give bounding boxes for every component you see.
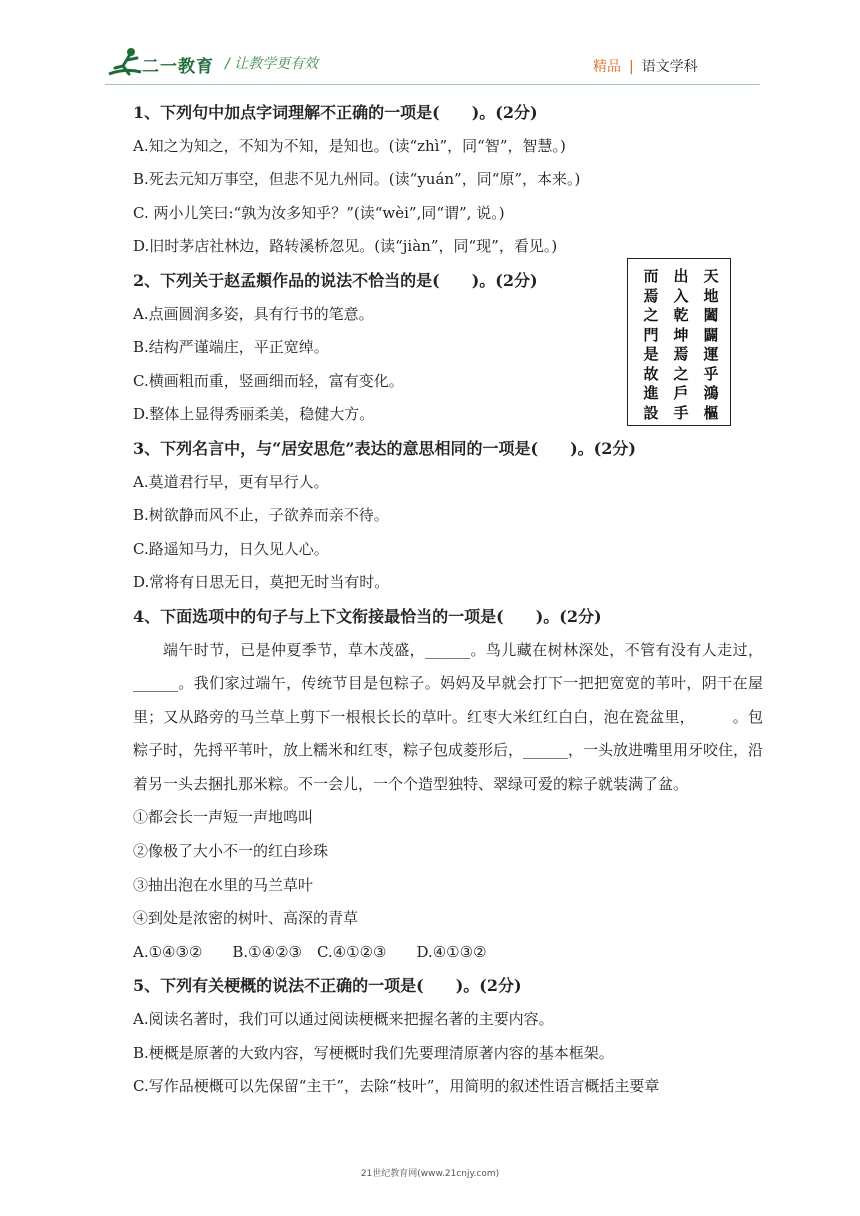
q4-passage: 端午时节，已是仲夏季节，草木茂盛，______。鸟儿藏在树林深处，不管有没有人走过，______。我们家过端午，传统节目是包粽子。妈妈及早就会打下一把把宽宽的苇叶，阴干在屋里；又从路旁的马兰草上剪下一根根长长的草叶。红枣大米红红白白，泡在瓷盆里， 。包粽子时，先捋平苇叶，放上糯米和红枣，粽子包成菱形后，______，一头放进嘴里用牙咬住，沿着另一头去捆扎那米粽。不一会儿，一个个造型独特、翠绿可爱的粽子就装满了盆。 [133,640,764,793]
calligraphy-image [627,258,731,426]
q4-title: 4、下面选项中的句子与上下文衔接最恰当的一项是( )。(2分) [133,606,602,626]
q3-title: 3、下列名言中，与“居安思危”表达的意思相同的一项是( )。(2分) [133,438,636,458]
page-footer: 21世纪教育网(www.21cnjy.com) [360,1169,500,1179]
q3-option-d: D.常将有日思无日，莫把无时当有时。 [133,573,390,592]
q2-option-d: D.整体上显得秀丽柔美，稳健大方。 [133,405,375,424]
q4-sentence-2: ②像极了大小不一的红白珍珠 [133,842,329,861]
header-separator: | [629,59,634,75]
premium-label: 精品 [593,59,621,75]
question-content [133,96,763,1104]
q5-option-c: C.写作品梗概可以先保留“主干”，去除“枝叶”，用简明的叙述性语言概括主要章 [133,1077,660,1096]
q4-sentence-4: ④到处是浓密的树叶、高深的青草 [133,909,359,928]
page-header [0,0,860,90]
q1-option-c: C. 两小儿笑曰:“孰为汝多知乎？”(读“wèi”,同“谓”, 说。) [133,203,505,222]
calligraphy-column-3: 而焉之門是故進設 [643,267,659,422]
header-right [593,56,698,76]
logo-text: 二一教育 [142,57,214,77]
q2-option-c: C.横画粗而重，竖画细而轻，富有变化。 [133,371,404,390]
q2-option-b: B.结构严谨端庄，平正宽绰。 [133,338,329,357]
q2-option-a: A.点画圆润多姿，具有行书的笔意。 [133,304,374,323]
q4-sentence-1: ①都会长一声短一声地鸣叫 [133,808,314,827]
q5-title: 5、下列有关梗概的说法不正确的一项是( )。(2分) [133,976,522,996]
q1-title: 1、下列句中加点字词理解不正确的一项是( )。(2分) [133,103,538,122]
q1-option-b: B.死去元知万事空，但悲不见九州同。(读“yuán”，同“原”，本来。) [133,170,581,189]
header-divider [105,84,760,85]
q4-sentence-3: ③抽出泡在水里的马兰草叶 [133,875,314,894]
subject-label: 语文学科 [641,59,698,75]
q4-options: A.①④③② B.①④②③ C.④①②③ D.④①③② [133,942,487,961]
q3-option-b: B.树欲静而风不止，子欲养而亲不待。 [133,506,389,525]
calligraphy-column-1: 天地闔闢運乎鴻樞 [703,267,719,422]
q5-option-b: B.梗概是原著的大致内容，写梗概时我们先要理清原著内容的基本框架。 [133,1043,614,1062]
q3-option-a: A.莫道君行早，更有早行人。 [133,472,329,491]
q5-option-a: A.阅读名著时，我们可以通过阅读梗概来把握名著的主要内容。 [133,1010,554,1029]
q2-title: 2、下列关于赵孟頫作品的说法不恰当的是( )。(2分) [133,270,538,290]
q3-option-c: C.路遥知马力，日久见人心。 [133,539,329,558]
q1-option-a: A.知之为知之，不知为不知，是知也。(读“zhì”，同“智”，智慧。) [133,136,566,155]
slogan: / 让教学更有效 [225,56,319,72]
q1-option-d: D.旧时茅店社林边，路转溪桥忽见。(读“jiàn”，同“现”，看见。) [133,237,558,256]
calligraphy-column-2: 出入乾坤焉之戶手 [673,267,689,422]
